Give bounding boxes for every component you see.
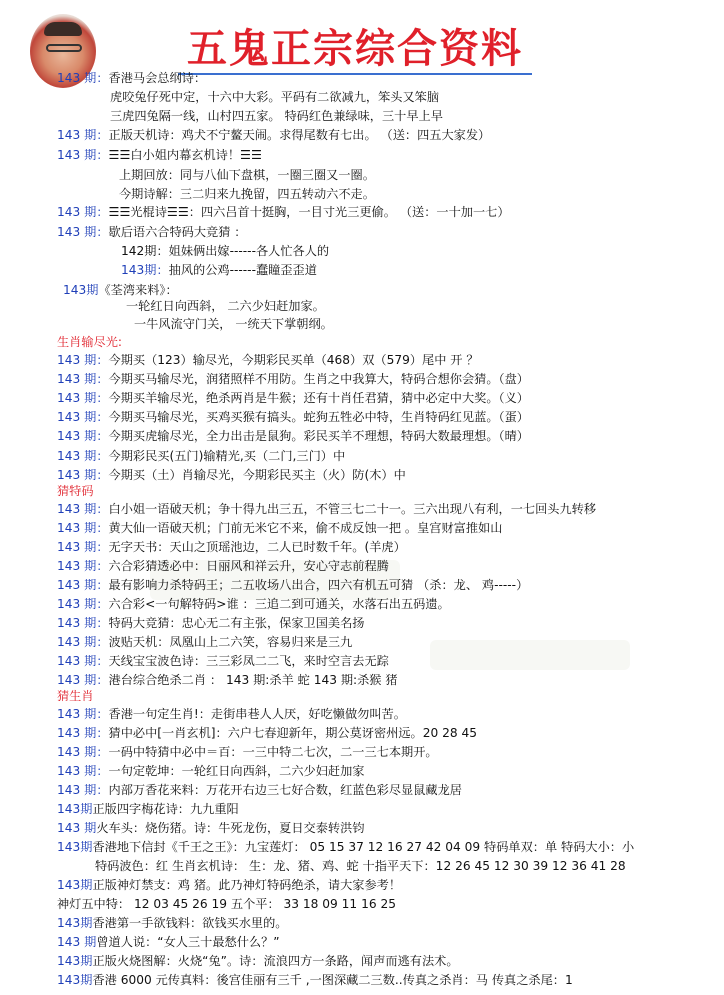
text-line: 143 期：今期买马输尽光，买鸡买猴有搞头。蛇狗五牲必中特，生肖特码红见蓝。（蛋） [57, 410, 529, 424]
text-line: 143 期：六合彩猜透必中：日丽风和祥云升，安心守志前程腾 [57, 559, 389, 573]
glasses-shape [46, 44, 82, 52]
text-line: 143 期：正版天机诗：鸡犬不宁鳌天闹。求得尾数有七出。 （送：四五大家发） [57, 128, 491, 142]
text-line: 143期《荃湾来料》： [63, 283, 178, 297]
text-line: 三虎四兔隔一线，山村四五家。 特码红色兼绿味，三十早上早 [110, 109, 443, 123]
text-line: 143 期：天线宝宝波色诗：三三彩凤二二飞，来时空言去无踪 [57, 654, 389, 668]
text-line: 143 期：特码大竞猜：忠心无二有主张，保家卫国美名扬 [57, 616, 365, 630]
text-line: 143 期：歇后语六合特码大竞猜 ： [57, 225, 247, 239]
text-line: 上期回放：同与八仙下盘棋，一圈三圈又一圈。 [119, 168, 375, 182]
text-line: 143 期：今期买（土）肖输尽光，今期彩民买主（火）防(木）中 [57, 468, 406, 482]
background-blotch [430, 640, 630, 670]
section-heading: 生肖输尽光: [57, 335, 123, 349]
text-line: 143 期：今期买羊输尽光，绝杀两肖是牛猴；还有十肖任君猜，猜中必定中大奖。（义） [57, 391, 529, 405]
text-line: 143 期：今期买（123）输尽光，今期彩民买单（468）双（579）尾中 开 ？ [57, 353, 479, 367]
section-heading: 猜生肖 [57, 689, 94, 703]
text-line: 143 期：今期买虎输尽光，全力出击是鼠狗。彩民买羊不理想，特码大数最理想。（晴） [57, 429, 529, 443]
text-line: 143 期：无字天书：天山之顶瑶池边，二人已时数千年。(羊虎） [57, 540, 406, 554]
text-line: 143期：抽风的公鸡------蠢瞳歪歪道 [121, 263, 317, 277]
title-underline [178, 73, 532, 75]
text-line: 143 期：一句定乾坤：一轮红日向西斜，二六少妇赶加家 [57, 764, 365, 778]
text-line: 143 期火车头：烧伤猪。诗：牛死龙伤，夏日交泰转洪钧 [57, 821, 365, 835]
text-line: 143 期：☰☰光棍诗☰☰：四六吕首十挺胸，一目寸光三更偷。 （送：一十加一七） [57, 205, 510, 219]
text-line: 143期香港 6000 元传真料：後宫佳丽有三千 ,一图深藏二三数..传真之杀肖：马 传真之杀尾：1 [57, 973, 573, 987]
text-line: 143期正版神灯禁支：鸡 猪。此乃神灯特码绝杀，请大家参考！ [57, 878, 402, 892]
text-line: 143 期：香港马会总纲诗： [57, 71, 207, 85]
section-heading: 猜特码 [57, 484, 94, 498]
text-line: 一轮红日向西斜， 二六少妇赶加家。 [126, 299, 325, 313]
text-line: 143 期：☰☰白小姐内幕玄机诗！☰☰ [57, 148, 262, 162]
text-line: 143 期：最有影响力杀特码王；二五收场八出合，四六有机五可猜 （杀：龙、 鸡-----） [57, 578, 529, 592]
text-line: 143 期：今期买马输尽光，润猪照样不用防。生肖之中我算大，特码合想你会猜。（盘） [57, 372, 529, 386]
text-line: 143期香港地下信封《千王之王》：九宝莲灯： 05 15 37 12 16 27 42 04 09 特码单双：单 特码大小：小 [57, 840, 635, 854]
page-title: 五鬼正宗综合资料 [187, 25, 523, 72]
text-line: 143 期：波贴天机：凤凰山上二六笑，容易归来是三九 [57, 635, 353, 649]
text-line: 143 期：港台综合绝杀二肖 ： 143 期:杀羊 蛇 143 期:杀猴 猪 [57, 673, 398, 687]
text-line: 虎咬兔仔死中定，十六中大彩。平码有二欲减九，笨头又笨脑 [110, 90, 440, 104]
text-line: 今期诗解：三二归来九挽留，四五转动六不走。 [119, 187, 375, 201]
text-line: 143 期：黄大仙一语破天机；门前无米它不来，偷不成反蚀一把 。皇宫财富推如山 [57, 521, 503, 535]
hair-shape [44, 22, 82, 36]
text-line: 143 期：香港一句定生肖!：走街串巷人人厌，好吃懒做勿叫苦。 [57, 707, 406, 721]
text-line: 一牛风流守门关， 一统天下掌朝纲。 [134, 317, 333, 331]
text-line: 143 期：一码中特猜中必中＝百：一三中特二七次，二一三七本期开。 [57, 745, 438, 759]
text-line: 特码波色：红 生肖玄机诗： 生：龙、猪、鸡、蛇 十指平天下：12 26 45 12 30 39 12 36 41 28 [95, 859, 626, 873]
text-line: 神灯五中特： 12 03 45 26 19 五个平： 33 18 09 11 16 25 [57, 897, 396, 911]
text-line: 143 期：猜中必中[一肖玄机]：六户七春迎新年，期公莫讶密州远。20 28 45 [57, 726, 477, 740]
text-line: 143 期曾道人说：“女人三十最愁什么？” [57, 935, 280, 949]
text-line: 142期：姐妹俩出嫁------各人忙各人的 [121, 244, 330, 258]
text-line: 143期正版四字梅花诗：九九重阳 [57, 802, 239, 816]
text-line: 143 期：白小姐一语破天机；争十得九出三五，不管三七二十一。三六出现八有利，一七回头九转移 [57, 502, 597, 516]
text-line: 143 期：六合彩<一句解特码>谁 ：三追二到可通关，水落石出五码遗。 [57, 597, 450, 611]
text-line: 143 期：今期彩民买(五门)输精光,买（二门,三门）中 [57, 449, 346, 463]
text-line: 143期香港第一手欲钱料：欲钱买水里的。 [57, 916, 288, 930]
text-line: 143期正版火烧图解：火烧“兔”。诗：流浪四方一条路，闻声而逃有法术。 [57, 954, 459, 968]
text-line: 143 期：内部万香花来料：万花开右边三七好合数，红蓝色彩尽显鼠藏龙居 [57, 783, 462, 797]
